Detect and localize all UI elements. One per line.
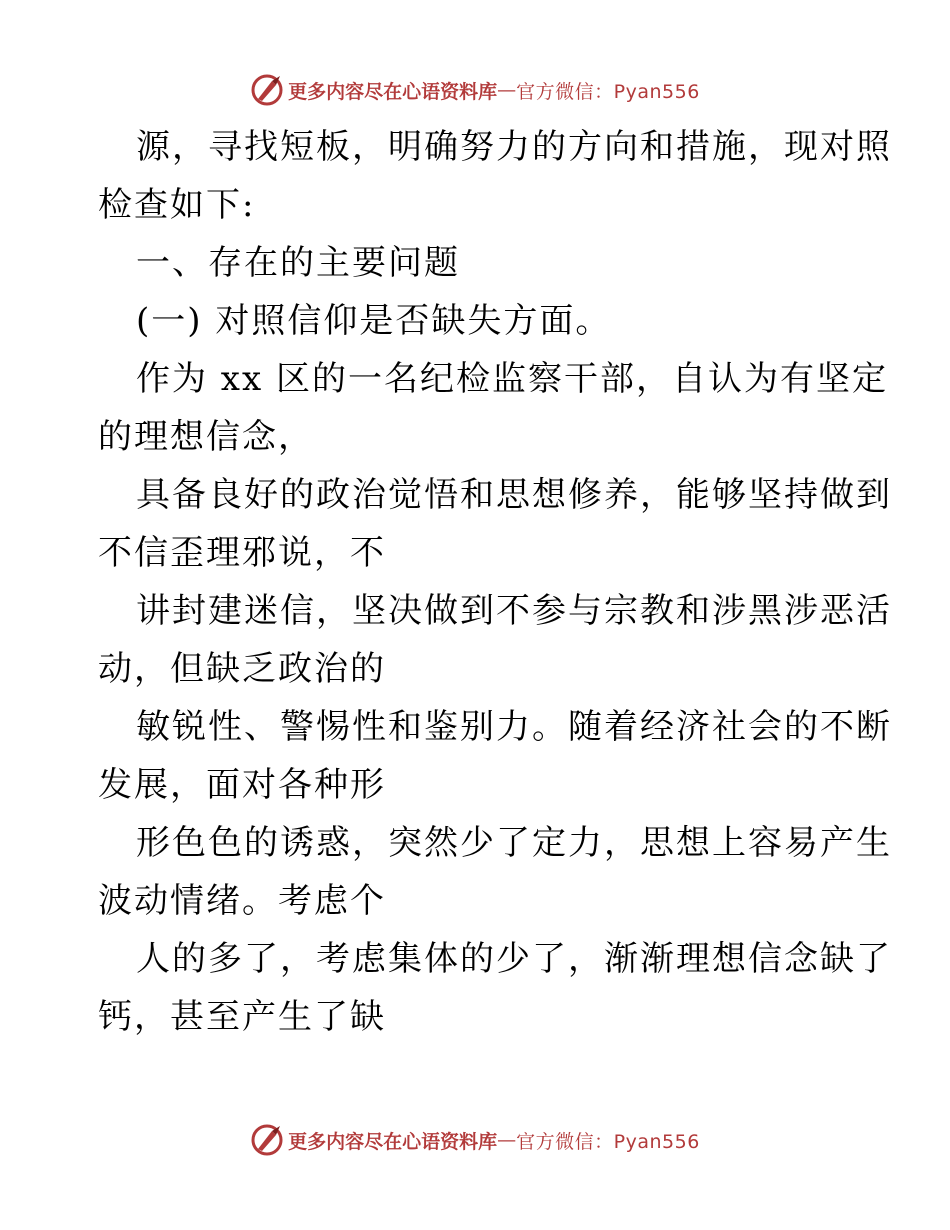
footer-watermark — [0, 1120, 950, 1160]
body-line: 不信歪理邪说，不 — [98, 533, 386, 573]
body-line: 波动情绪。考虑个 — [98, 881, 386, 921]
body-line: 敏锐性、警惕性和鉴别力。随着经济社会的不断 — [136, 707, 892, 747]
header-watermark — [0, 70, 950, 110]
watermark-wechat-text: 官方微信：Pyan556 — [516, 1130, 700, 1153]
watermark-wechat-text: 官方微信：Pyan556 — [516, 80, 700, 103]
body-line: 讲封建迷信，坚决做到不参与宗教和涉黑涉恶活 — [136, 591, 892, 631]
watermark-site-text: 更多内容尽在心语资料库 — [288, 1130, 498, 1153]
body-line: 检查如下: — [98, 185, 256, 225]
watermark-separator: — — [497, 1129, 517, 1151]
body-line: 发展，面对各种形 — [98, 765, 386, 805]
body-line: 源，寻找短板，明确努力的方向和措施，现对照 — [136, 127, 892, 167]
quill-pen-logo-icon — [250, 73, 284, 107]
body-line: 人的多了，考虑集体的少了，渐渐理想信念缺了 — [136, 939, 892, 979]
body-line: 的理想信念， — [98, 417, 314, 457]
body-line: 具备良好的政治觉悟和思想修养，能够坚持做到 — [136, 475, 892, 515]
body-line: 钙，甚至产生了缺 — [98, 997, 386, 1037]
body-line: 动，但缺乏政治的 — [98, 649, 386, 689]
subsection-heading: (一) 对照信仰是否缺失方面。 — [136, 301, 612, 341]
body-line: 作为 xx 区的一名纪检监察干部，自认为有坚定 — [136, 359, 888, 399]
quill-pen-logo-icon — [250, 1123, 284, 1157]
section-heading: 一、存在的主要问题 — [136, 243, 460, 283]
body-line: 形色色的诱惑，突然少了定力，思想上容易产生 — [136, 823, 892, 863]
watermark-separator: — — [497, 79, 517, 101]
document-body — [98, 118, 892, 1046]
watermark-site-text: 更多内容尽在心语资料库 — [288, 80, 498, 103]
